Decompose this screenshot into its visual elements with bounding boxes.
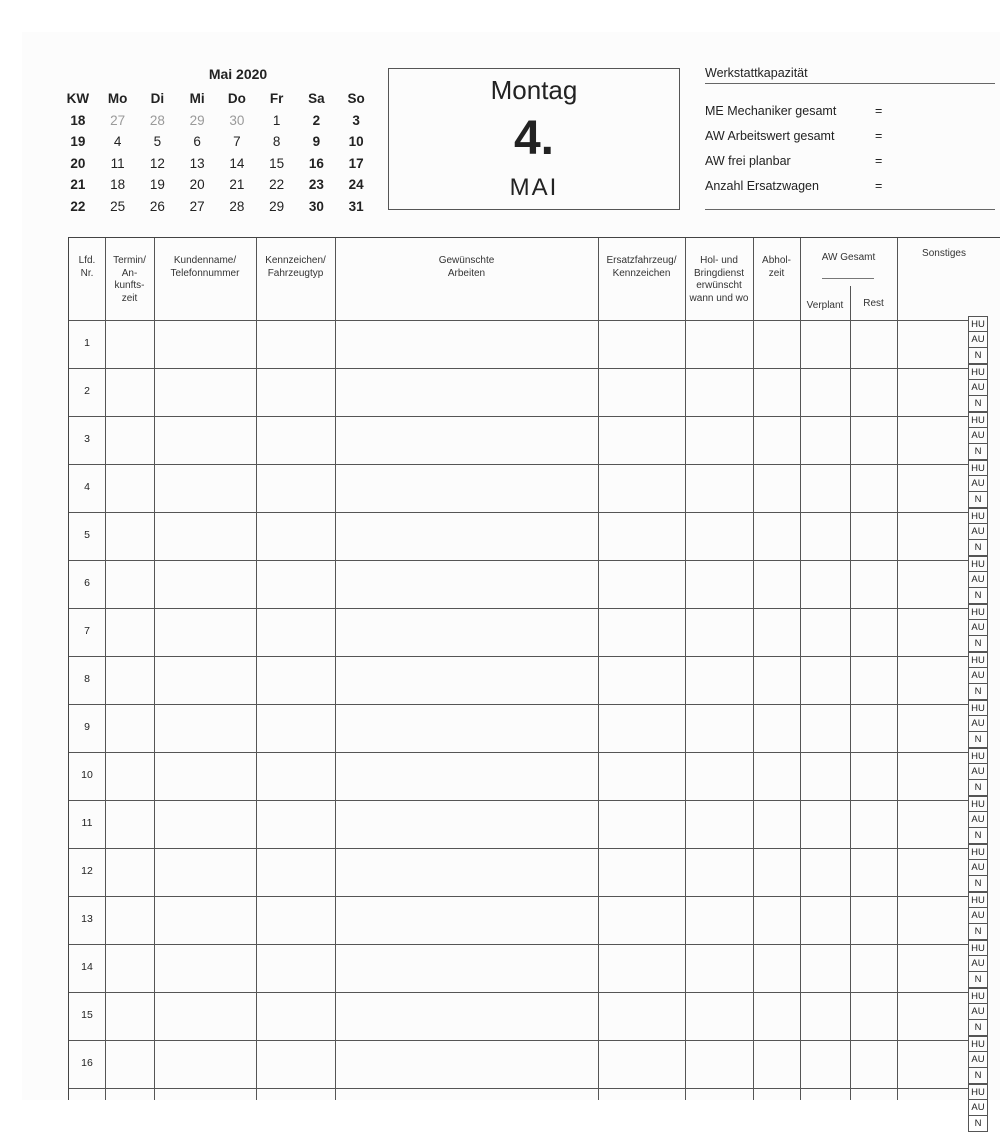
calendar-header-fr: Fr <box>269 91 284 107</box>
row-divider <box>69 368 968 369</box>
calendar-day: 13 <box>189 155 205 171</box>
calendar-day: 18 <box>110 177 126 193</box>
header-kennzeichen: Kennzeichen/ Fahrzeugtyp <box>265 255 326 279</box>
row-number: 13 <box>81 913 93 925</box>
calendar-week-row <box>58 196 376 218</box>
calendar-week-row <box>58 153 376 175</box>
row-number: 15 <box>81 1009 93 1021</box>
row-number: 16 <box>81 1057 93 1069</box>
calendar-day: 4 <box>113 134 122 150</box>
calendar-day: 12 <box>149 155 165 171</box>
row-number: 5 <box>84 529 90 541</box>
check-box-n[interactable]: N <box>968 1068 988 1084</box>
capacity-arbeitswert: AW Arbeitswert gesamt <box>705 129 835 143</box>
calendar-day: 31 <box>348 198 364 214</box>
calendar-week-number: 19 <box>70 134 86 150</box>
row-divider <box>69 512 968 513</box>
calendar-day: 2 <box>312 112 321 128</box>
row-divider <box>69 1040 968 1041</box>
check-box-hu[interactable]: HU <box>968 892 988 908</box>
check-box-au[interactable]: AU <box>968 764 988 780</box>
calendar-day: 22 <box>269 177 285 193</box>
calendar-day: 26 <box>149 198 165 214</box>
check-box-n[interactable]: N <box>968 876 988 892</box>
check-box-hu[interactable]: HU <box>968 652 988 668</box>
row-divider <box>69 848 968 849</box>
row-number: 7 <box>84 625 90 637</box>
check-box-hu[interactable]: HU <box>968 748 988 764</box>
calendar-day: 8 <box>272 134 281 150</box>
row-divider <box>69 752 968 753</box>
calendar-day: 28 <box>229 198 245 214</box>
check-box-au[interactable]: AU <box>968 1004 988 1020</box>
capacity-frei-planbar: AW frei planbar <box>705 154 791 168</box>
capacity-frei-planbar-eq: = <box>875 154 883 168</box>
capacity-mechaniker: ME Mechaniker gesamt <box>705 104 837 118</box>
check-box-hu[interactable]: HU <box>968 364 988 380</box>
day-number: 4. <box>513 112 555 165</box>
row-divider <box>69 704 968 705</box>
check-box-au[interactable]: AU <box>968 428 988 444</box>
calendar-week-number: 18 <box>70 112 86 128</box>
calendar-day: 29 <box>269 198 285 214</box>
check-box-au[interactable]: AU <box>968 908 988 924</box>
calendar-header-do: Do <box>227 91 246 107</box>
row-number: 3 <box>84 433 90 445</box>
row-number: 11 <box>81 817 93 829</box>
check-box-n[interactable]: N <box>968 348 988 364</box>
calendar-week-row <box>58 174 376 196</box>
calendar-day: 20 <box>189 177 205 193</box>
column-divider <box>850 286 851 1100</box>
calendar-week-row <box>58 110 376 132</box>
row-divider <box>69 320 968 321</box>
calendar-day: 10 <box>348 134 364 150</box>
row-divider <box>69 800 968 801</box>
header-aw-gesamt: AW Gesamt <box>821 252 876 263</box>
check-box-au[interactable]: AU <box>968 332 988 348</box>
row-number: 1 <box>84 337 90 349</box>
calendar-day: 11 <box>110 155 125 171</box>
calendar-day: 30 <box>229 112 245 128</box>
row-number: 8 <box>84 673 90 685</box>
check-box-hu[interactable]: HU <box>968 1036 988 1052</box>
calendar-week-number: 20 <box>70 155 86 171</box>
check-box-au[interactable]: AU <box>968 524 988 540</box>
calendar-header-row <box>58 88 376 110</box>
header-abholzeit: Abhol- zeit <box>762 255 791 279</box>
calendar-week-row <box>58 131 376 153</box>
check-box-n[interactable]: N <box>968 780 988 796</box>
row-number: 14 <box>81 961 93 973</box>
capacity-title: Werkstattkapazität <box>705 66 808 80</box>
calendar-day: 19 <box>149 177 165 193</box>
capacity-mechaniker-eq: = <box>875 104 883 118</box>
check-box-n[interactable]: N <box>968 1020 988 1036</box>
calendar-header-sa: Sa <box>308 91 325 107</box>
check-box-n[interactable]: N <box>968 732 988 748</box>
calendar-day: 29 <box>189 112 205 128</box>
row-divider <box>69 1088 968 1089</box>
check-box-hu[interactable]: HU <box>968 604 988 620</box>
appointment-table <box>68 237 1000 1129</box>
row-divider <box>69 992 968 993</box>
calendar-day: 17 <box>348 155 364 171</box>
row-number: 2 <box>84 385 90 397</box>
check-box-n[interactable]: N <box>968 444 988 460</box>
check-box-n[interactable]: N <box>968 972 988 988</box>
check-box-hu[interactable]: HU <box>968 508 988 524</box>
check-box-au[interactable]: AU <box>968 476 988 492</box>
calendar-day: 24 <box>348 177 364 193</box>
check-box-hu[interactable]: HU <box>968 460 988 476</box>
calendar-day: 15 <box>269 155 285 171</box>
header-sonstiges: Sonstiges <box>922 248 966 259</box>
capacity-ersatzwagen-eq: = <box>875 179 883 193</box>
mini-calendar <box>58 88 376 217</box>
calendar-week-number: 21 <box>70 177 86 193</box>
check-box-hu[interactable]: HU <box>968 844 988 860</box>
check-box-n[interactable]: N <box>968 828 988 844</box>
check-box-n[interactable]: N <box>968 684 988 700</box>
row-number: 9 <box>84 721 90 733</box>
check-box-au[interactable]: AU <box>968 380 988 396</box>
check-box-hu[interactable]: HU <box>968 796 988 812</box>
calendar-header-mi: Mi <box>189 91 205 107</box>
calendar-day: 27 <box>189 198 205 214</box>
header-kundenname: Kundenname/ Telefonnummer <box>170 255 240 279</box>
check-box-au[interactable]: AU <box>968 1052 988 1068</box>
check-box-au[interactable]: AU <box>968 668 988 684</box>
row-divider <box>69 560 968 561</box>
calendar-day: 7 <box>233 134 241 150</box>
check-box-n[interactable]: N <box>968 588 988 604</box>
calendar-header-mo: Mo <box>107 91 128 107</box>
calendar-day: 16 <box>308 155 324 171</box>
calendar-day: 14 <box>229 155 245 171</box>
row-number: 10 <box>81 769 93 781</box>
calendar-header-di: Di <box>150 91 165 107</box>
calendar-day: 1 <box>272 112 281 128</box>
header-termin: Termin/ An- kunfts- zeit <box>113 255 146 304</box>
row-divider <box>69 944 968 945</box>
header-ersatzfahrzeug: Ersatzfahrzeug/ Kennzeichen <box>606 255 677 279</box>
check-box-n[interactable]: N <box>968 492 988 508</box>
capacity-divider-top <box>705 83 995 84</box>
header-arbeiten: Gewünschte Arbeiten <box>438 255 495 279</box>
calendar-day: 5 <box>153 134 162 150</box>
check-box-au[interactable]: AU <box>968 1100 988 1116</box>
calendar-day: 6 <box>193 134 201 150</box>
calendar-day: 21 <box>229 177 245 193</box>
calendar-day: 30 <box>308 198 324 214</box>
check-box-hu[interactable]: HU <box>968 940 988 956</box>
header-rest: Rest <box>863 298 884 309</box>
check-box-au[interactable]: AU <box>968 860 988 876</box>
calendar-day: 27 <box>110 112 126 128</box>
check-box-n[interactable]: N <box>968 540 988 556</box>
row-divider <box>69 656 968 657</box>
check-box-hu[interactable]: HU <box>968 556 988 572</box>
row-number: 12 <box>81 865 93 877</box>
row-number: 6 <box>84 577 90 589</box>
check-box-hu[interactable]: HU <box>968 412 988 428</box>
row-divider <box>69 896 968 897</box>
check-box-hu[interactable]: HU <box>968 316 988 332</box>
calendar-header-so: So <box>347 91 365 107</box>
calendar-day: 9 <box>312 134 321 150</box>
header-hol-bring: Hol- und Bringdienst erwünscht wann und wo <box>689 255 749 304</box>
capacity-ersatzwagen: Anzahl Ersatzwagen <box>705 179 819 193</box>
weekday-label: Montag <box>490 75 578 105</box>
check-box-hu[interactable]: HU <box>968 700 988 716</box>
row-number: 4 <box>84 481 90 493</box>
check-box-au[interactable]: AU <box>968 620 988 636</box>
row-divider <box>69 464 968 465</box>
check-box-n[interactable]: N <box>968 1116 988 1132</box>
calendar-week-number: 22 <box>70 198 86 214</box>
check-box-au[interactable]: AU <box>968 812 988 828</box>
header-verplant: Verplant <box>806 300 844 311</box>
aw-gesamt-underline <box>822 278 874 279</box>
month-label: MAI <box>509 174 559 201</box>
check-box-au[interactable]: AU <box>968 716 988 732</box>
calendar-day: 3 <box>352 112 360 128</box>
calendar-day: 28 <box>149 112 165 128</box>
row-divider <box>69 416 968 417</box>
capacity-divider-bottom <box>705 209 995 210</box>
check-box-n[interactable]: N <box>968 396 988 412</box>
check-box-n[interactable]: N <box>968 636 988 652</box>
calendar-day: 23 <box>308 177 324 193</box>
check-box-au[interactable]: AU <box>968 956 988 972</box>
check-box-hu[interactable]: HU <box>968 988 988 1004</box>
calendar-title: Mai 2020 <box>208 66 268 82</box>
check-box-au[interactable]: AU <box>968 572 988 588</box>
header-lfd-nr: Lfd. Nr. <box>78 255 96 279</box>
check-box-hu[interactable]: HU <box>968 1084 988 1100</box>
calendar-header-kw: KW <box>66 91 90 107</box>
check-box-n[interactable]: N <box>968 924 988 940</box>
date-box <box>388 68 680 210</box>
row-divider <box>69 608 968 609</box>
capacity-arbeitswert-eq: = <box>875 129 883 143</box>
calendar-day: 25 <box>110 198 126 214</box>
